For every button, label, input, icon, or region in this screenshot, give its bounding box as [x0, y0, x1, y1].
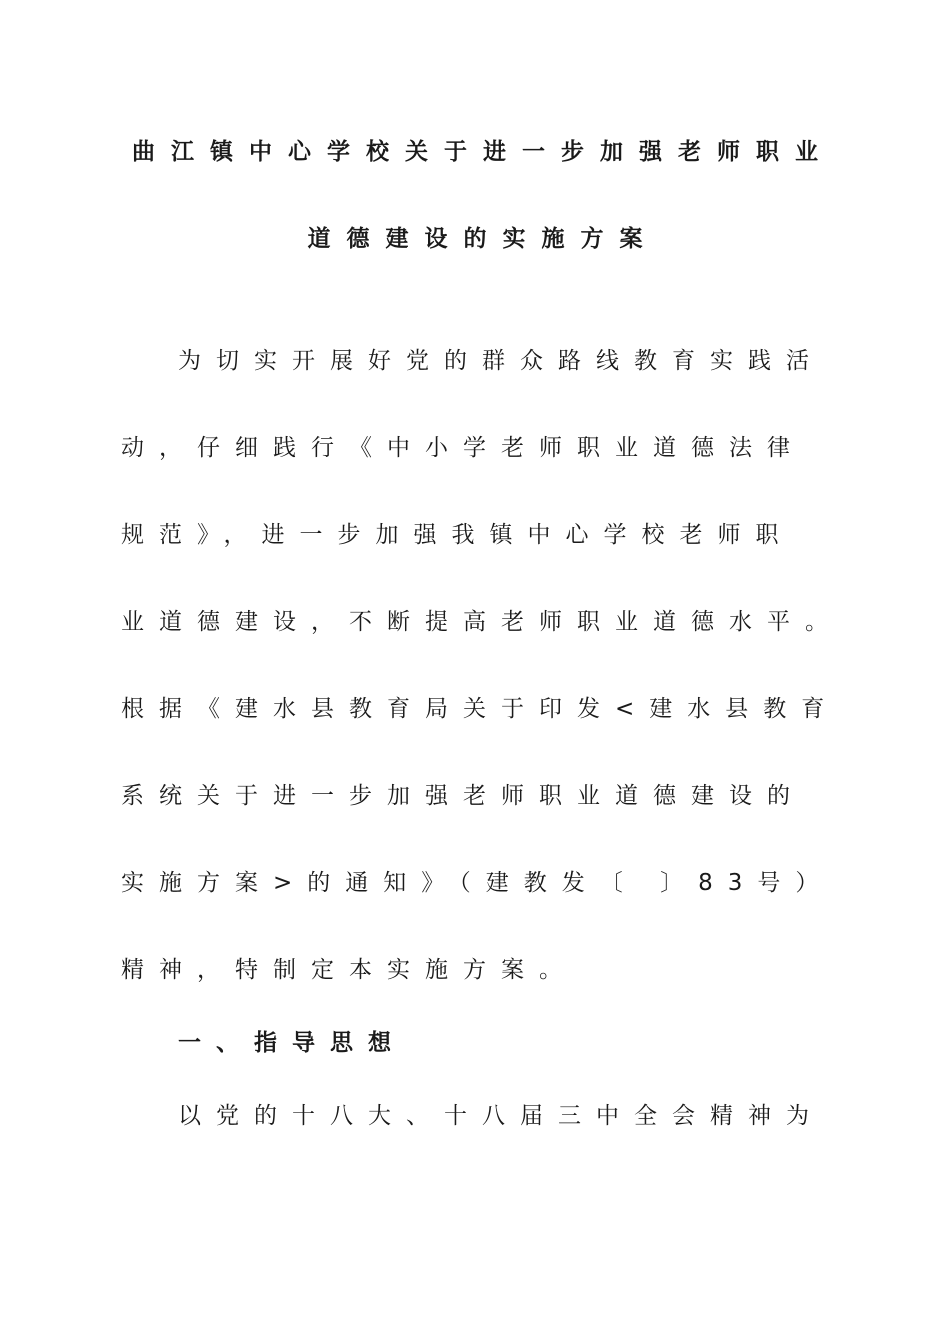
paragraph-line: 实施方案>的通知》（建教发〔 〕83号）	[121, 870, 834, 896]
paragraph-line: 规范》，进一步加强我镇中心学校老师职	[121, 522, 794, 548]
document-title-line-2: 道德建设的实施方案	[307, 226, 659, 252]
paragraph-line: 根据《建水县教育局关于印发<建水县教育	[121, 696, 840, 722]
document-title-line-1: 曲江镇中心学校关于进一步加强老师职业	[132, 139, 834, 165]
paragraph-line: 系统关于进一步加强老师职业道德建设的	[121, 783, 805, 809]
paragraph-line: 动，仔细践行《中小学老师职业道德法律	[121, 435, 805, 461]
paragraph-line: 精神，特制定本实施方案。	[121, 957, 577, 983]
paragraph-line: 为切实开展好党的群众路线教育实践活	[178, 348, 824, 374]
paragraph-line: 以党的十八大、十八届三中全会精神为	[178, 1103, 824, 1129]
paragraph-line: 业道德建设，不断提高老师职业道德水平。	[121, 609, 843, 635]
section-heading-guiding-ideology: 一、指导思想	[178, 1030, 406, 1056]
